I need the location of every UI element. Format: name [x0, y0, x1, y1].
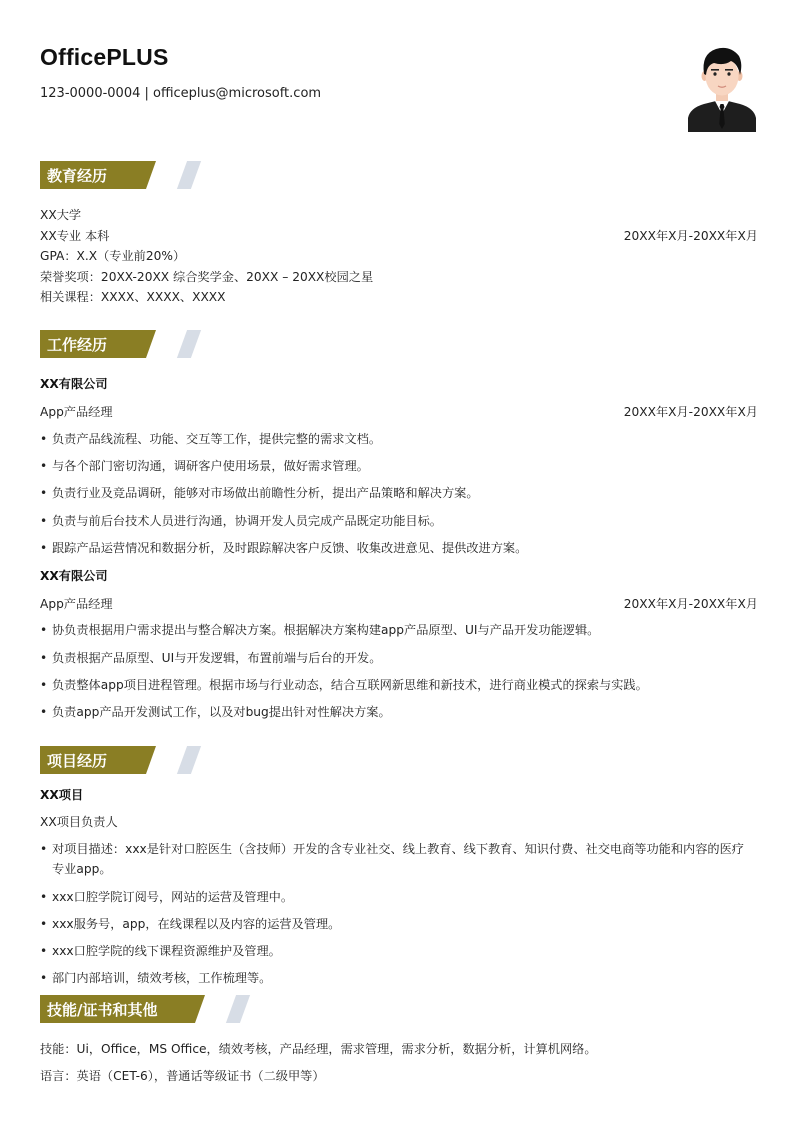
project-role: XX项目负责人: [40, 815, 118, 829]
education-school: XX大学: [40, 208, 82, 222]
section-header-skills: [40, 995, 240, 1023]
work-date: 20XX年X月-20XX年X月: [623, 597, 758, 611]
list-item: • xxx口腔学院订阅号，网站的运营及管理中。: [40, 887, 755, 907]
education-major: XX专业 本科: [40, 229, 110, 243]
section-title: 工作经历: [47, 336, 108, 354]
work-date: 20XX年X月-20XX年X月: [623, 405, 758, 419]
section-header-work: [40, 330, 240, 358]
list-item: • 协负责根据用户需求提出与整合解决方案。根据解决方案构建app产品原型、UI与产品开发功能逻辑。: [40, 620, 755, 640]
skills-list: 技能：Ui，Office，MS Office，绩效考核，产品经理，需求管理，需求分析，数据分析，计算机网络。: [40, 1042, 597, 1056]
education-courses: 相关课程：XXXX、XXXX、XXXX: [40, 290, 226, 304]
list-item: • 对项目描述：xxx是针对口腔医生（含技师）开发的含专业社交、线上教育、线下教育、知识付费、社交电商等功能和内容的医疗专业app。: [40, 839, 755, 879]
work-role: App产品经理: [40, 597, 113, 611]
list-item: • 负责app产品开发测试工作，以及对bug提出针对性解决方案。: [40, 702, 755, 722]
section-title: 项目经历: [47, 752, 108, 770]
list-item: • 跟踪产品运营情况和数据分析，及时跟踪解决客户反馈、收集改进意见、提供改进方案。: [40, 538, 755, 558]
list-item: • 负责根据产品原型、UI与开发逻辑，布置前端与后台的开发。: [40, 648, 755, 668]
section-header-education: [40, 161, 240, 189]
work-role: App产品经理: [40, 405, 113, 419]
list-item: • 负责行业及竞品调研，能够对市场做出前瞻性分析，提出产品策略和解决方案。: [40, 483, 755, 503]
education-honors: 荣誉奖项：20XX-20XX 综合奖学金、20XX – 20XX校园之星: [40, 270, 374, 284]
list-item: • 负责与前后台技术人员进行沟通，协调开发人员完成产品既定功能目标。: [40, 511, 755, 531]
work-company: XX有限公司: [40, 569, 108, 583]
list-item: • xxx服务号，app，在线课程以及内容的运营及管理。: [40, 914, 755, 934]
list-item: • 与各个部门密切沟通，调研客户使用场景，做好需求管理。: [40, 456, 755, 476]
list-item: • 部门内部培训，绩效考核，工作梳理等。: [40, 968, 755, 988]
education-gpa: GPA：X.X（专业前20%）: [40, 249, 186, 263]
list-item: • 负责产品线流程、功能、交互等工作，提供完整的需求文档。: [40, 429, 755, 449]
contact-info: 123-0000-0004 | officeplus@microsoft.com: [40, 86, 322, 101]
list-item: • xxx口腔学院的线下课程资源维护及管理。: [40, 941, 755, 961]
candidate-name: OfficePLUS: [40, 44, 169, 70]
work-company: XX有限公司: [40, 377, 108, 391]
avatar: [686, 44, 758, 132]
education-date: 20XX年X月-20XX年X月: [623, 229, 758, 243]
section-title: 教育经历: [47, 167, 108, 185]
section-header-project: [40, 746, 240, 774]
language-list: 语言：英语（CET-6），普通话等级证书（二级甲等）: [40, 1069, 325, 1083]
list-item: • 负责整体app项目进程管理。根据市场与行业动态，结合互联网新思维和新技术，进行商业模式的探索与实践。: [40, 675, 755, 695]
section-title: 技能/证书和其他: [47, 1001, 158, 1019]
project-name: XX项目: [40, 788, 84, 802]
